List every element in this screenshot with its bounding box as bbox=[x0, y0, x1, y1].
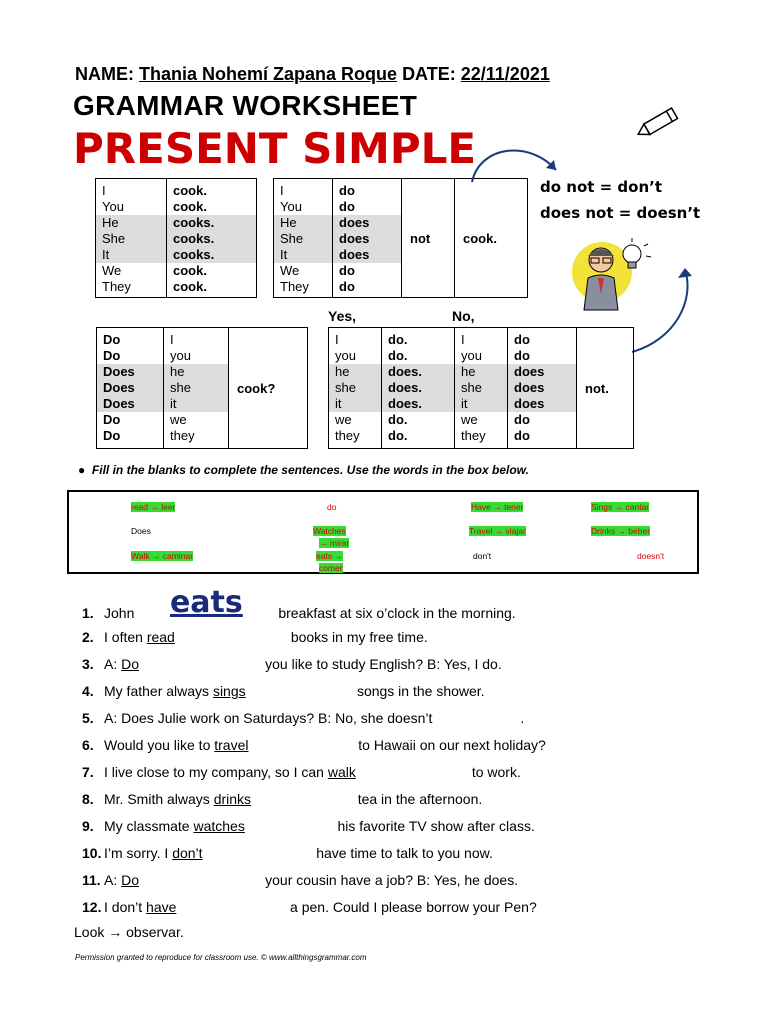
exercise-4-answer[interactable]: sings bbox=[212, 683, 246, 699]
word-eats: eats → bbox=[316, 551, 343, 561]
yes-label: Yes, bbox=[328, 308, 357, 324]
worksheet-title: GRAMMAR WORKSHEET bbox=[73, 90, 418, 121]
short-answers-table bbox=[328, 327, 634, 449]
exercise-8: 8. Mr. Smith always drinks tea in the afternoon. bbox=[82, 791, 483, 807]
exercise-12-answer[interactable]: have bbox=[146, 899, 177, 915]
exercise-3: 3. A: Do you like to study English? B: Yes, I do. bbox=[82, 656, 502, 672]
negative-not: not bbox=[402, 179, 455, 298]
exercise-8-answer[interactable]: drinks bbox=[213, 791, 252, 807]
footer-permission: Permission granted to reproduce for classroom use. © www.allthingsgrammar.com bbox=[75, 953, 367, 962]
exercise-7-answer[interactable]: walk bbox=[327, 764, 356, 780]
question-verb: cook? bbox=[229, 328, 308, 449]
negative-verb: cook. bbox=[455, 179, 528, 298]
exercise-1-answer[interactable]: eats bbox=[169, 585, 243, 620]
question-table bbox=[96, 327, 308, 449]
exercise-10-answer[interactable]: don’t bbox=[172, 845, 203, 861]
word-watches: Watches bbox=[313, 526, 346, 536]
question-aux: Do Do Does Does Does Do Do bbox=[97, 332, 163, 444]
name-date-line bbox=[75, 64, 550, 85]
exercise-2-answer[interactable]: read bbox=[146, 629, 175, 645]
word-doesnt: doesn't bbox=[637, 551, 665, 561]
date-value: 22/11/2021 bbox=[460, 64, 550, 84]
short-not: not. bbox=[577, 328, 634, 449]
worksheet-subtitle: PRESENT SIMPLE bbox=[73, 124, 477, 173]
rule-doesnt: does not = doesn’t bbox=[540, 204, 701, 222]
question-subjects: I you he she it we they bbox=[164, 332, 228, 444]
negative-subjects: I You He She It We They bbox=[274, 183, 332, 295]
name-label: NAME: bbox=[75, 64, 134, 84]
exercise-11: 11. A: Do your cousin have a job? B: Yes, he does. bbox=[82, 872, 519, 888]
word-box bbox=[67, 490, 699, 574]
exercise-10: 10. I’m sorry. I don’t have time to talk to you now. bbox=[82, 845, 493, 861]
word-walk: Walk → caminar bbox=[131, 551, 194, 561]
exercise-12: 12. I don’t have a pen. Could I please borrow your Pen? bbox=[82, 899, 537, 915]
exercise-6: 6. Would you like to travel to Hawaii on our next holiday? bbox=[82, 737, 546, 753]
date-label: DATE: bbox=[402, 64, 456, 84]
affirmative-verbs: cook. cook. cooks. cooks. cooks. cook. cook. bbox=[167, 183, 256, 295]
word-sings: Sings → cantar bbox=[591, 502, 650, 512]
word-do: do bbox=[327, 502, 337, 512]
word-does: Does bbox=[131, 526, 151, 536]
exercise-3-answer[interactable]: Do bbox=[121, 656, 140, 672]
affirmative-subjects: I You He She It We They bbox=[96, 183, 166, 295]
exercise-6-answer[interactable]: travel bbox=[214, 737, 249, 753]
no-aux: do do does does does do do bbox=[508, 332, 576, 444]
exercise-2: 2. I often read books in my free time. bbox=[82, 629, 428, 645]
word-travel: Travel → viajar bbox=[469, 526, 526, 536]
exercise-4: 4. My father always sings songs in the shower. bbox=[82, 683, 485, 699]
exercise-9: 9. My classmate watches his favorite TV show after class. bbox=[82, 818, 535, 834]
exercise-11-answer[interactable]: Do bbox=[121, 872, 140, 888]
word-drinks: Drinks → beber bbox=[591, 526, 651, 536]
word-read: read → leer bbox=[131, 502, 176, 512]
instruction: ● Fill in the blanks to complete the sentences. Use the words in the box below. bbox=[78, 463, 529, 477]
look-note: Look → observar. bbox=[74, 924, 184, 940]
exercise-7: 7. I live close to my company, so I can walk to work. bbox=[82, 764, 521, 780]
word-watches-meaning: → mirar bbox=[319, 538, 350, 548]
exercise-1: 1. John eats breakfast at six o’clock in the morning. bbox=[82, 585, 516, 621]
yes-subjects: I you he she it we they bbox=[329, 332, 381, 444]
no-label: No, bbox=[452, 308, 475, 324]
arrow-head-icon bbox=[678, 268, 692, 278]
affirmative-table bbox=[95, 178, 257, 298]
bullet-icon: ● bbox=[78, 463, 86, 477]
exercise-5: 5. A: Does Julie work on Saturdays? B: No, she doesn’t . bbox=[82, 710, 525, 726]
yes-aux: do. do. does. does. does. do. do. bbox=[382, 332, 454, 444]
word-dont: don't bbox=[473, 551, 492, 561]
name-value: Thania Nohemí Zapana Roque bbox=[139, 64, 398, 84]
negative-aux: do do does does does do do bbox=[333, 183, 401, 295]
no-subjects: I you he she it we they bbox=[455, 332, 507, 444]
pencil-icon bbox=[632, 104, 688, 144]
word-have: Have → tener bbox=[471, 502, 524, 512]
exercise-9-answer[interactable]: watches bbox=[193, 818, 245, 834]
teacher-cartoon-icon bbox=[568, 232, 660, 312]
rule-dont: do not = don’t bbox=[540, 178, 663, 196]
word-eats-meaning: comer bbox=[319, 563, 343, 573]
